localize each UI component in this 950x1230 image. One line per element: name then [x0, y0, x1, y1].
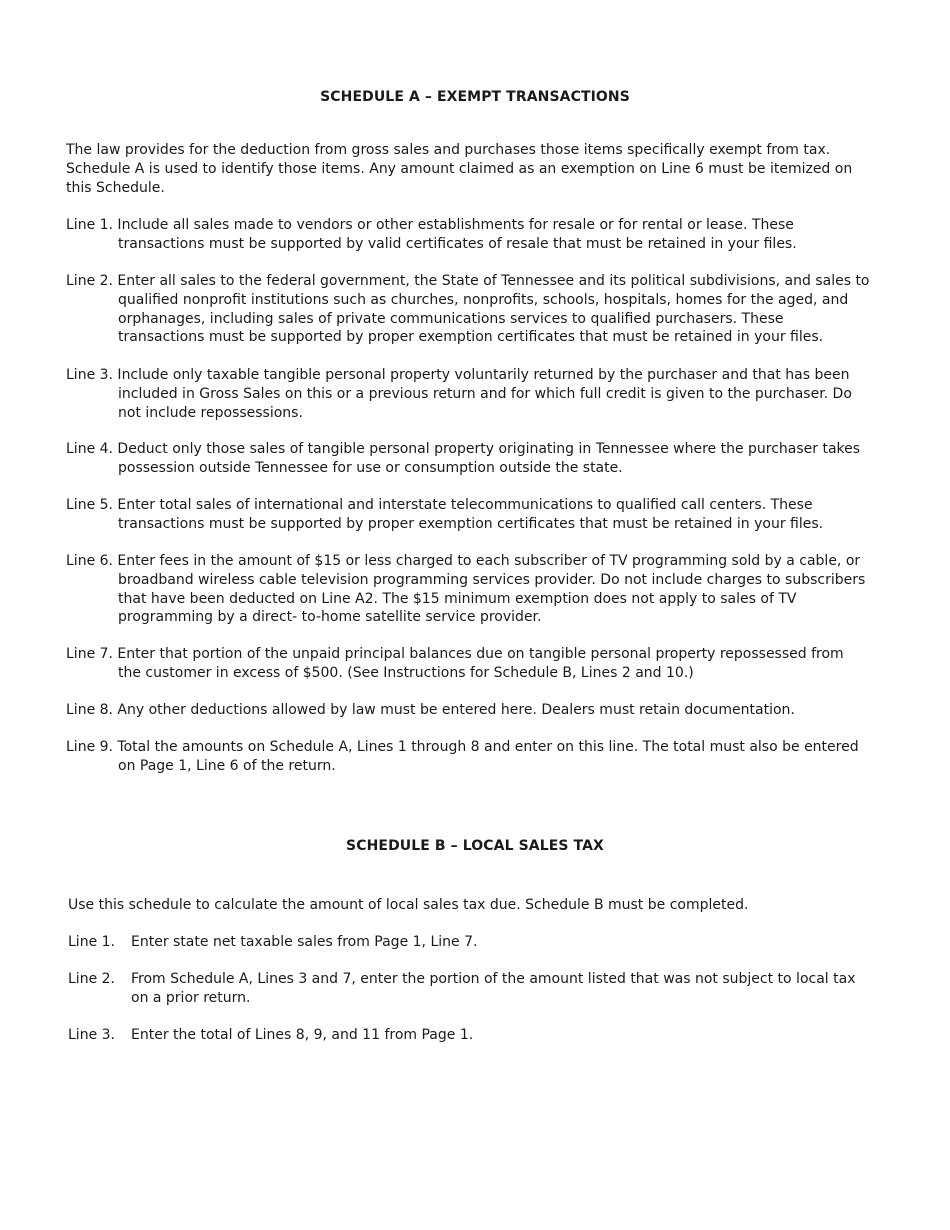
schedule-a-line-8: Line 8. Any other deductions allowed by law must be entered here. Dealers must retain documentation. [66, 702, 795, 718]
schedule-b-intro: Use this schedule to calculate the amount of local sales tax due. Schedule B must be completed. [68, 897, 749, 913]
schedule-b-line-1 [68, 933, 858, 952]
schedule-b-line-2 [68, 970, 858, 1008]
schedule-b-line-text: Enter state net taxable sales from Page 1, Line 7. [131, 934, 478, 950]
schedule-b-line-label: Line 1. [68, 934, 115, 950]
schedule-b-title: SCHEDULE B – LOCAL SALES TAX [346, 838, 604, 854]
schedule-a-line-6: Line 6. Enter fees in the amount of $15 or less charged to each subscriber of TV programming sold by a cable, or broadband wireless cable television programming services provider. Do not include charges to subscribers that have been deducted on Line A2. The $15 minimum exemption does not apply to sales of TV programming by a direct- to-home satellite service provider. [66, 553, 866, 626]
schedule-a-line-2: Line 2. Enter all sales to the federal government, the State of Tennessee and its political subdivisions, and sales to qualified nonprofit institutions such as churches, nonprofits, schools, hospitals, homes for the aged, and orphanages, including sales of private communications services to qualified purchasers. These transactions must be supported by proper exemption certificates that must be retained in your files. [66, 273, 870, 346]
schedule-b-line-label: Line 3. [68, 1027, 115, 1043]
schedule-b-line-text: Enter the total of Lines 8, 9, and 11 from Page 1. [131, 1027, 474, 1043]
schedule-a-line-4: Line 4. Deduct only those sales of tangible personal property originating in Tennessee where the purchaser takes possession outside Tennessee for use or consumption outside the state. [66, 441, 861, 476]
schedule-a-line-5: Line 5. Enter total sales of international and interstate telecommunications to qualified call centers. These transactions must be supported by proper exemption certificates that must be retained in your files. [66, 497, 824, 532]
schedule-a-line-7: Line 7. Enter that portion of the unpaid principal balances due on tangible personal property repossessed from the customer in excess of $500. (See Instructions for Schedule B, Lines 2 and 10.) [66, 646, 844, 681]
schedule-b-line-label: Line 2. [68, 971, 115, 987]
schedule-a-line-9: Line 9. Total the amounts on Schedule A, Lines 1 through 8 and enter on this line. The total must also be entered on Page 1, Line 6 of the return. [66, 739, 859, 774]
schedule-a-intro: The law provides for the deduction from gross sales and purchases those items specifically exempt from tax. Schedule A is used to identify those items. Any amount claimed as an exemption on Line 6 must be itemized on this Schedule. [66, 142, 853, 196]
schedule-b-line-3 [68, 1026, 858, 1045]
schedule-a-line-1: Line 1. Include all sales made to vendors or other establishments for resale or for rental or lease. These transactions must be supported by valid certificates of resale that must be retained in your files. [66, 217, 797, 252]
schedule-a-title: SCHEDULE A – EXEMPT TRANSACTIONS [320, 89, 630, 105]
schedule-b-line-text: From Schedule A, Lines 3 and 7, enter the portion of the amount listed that was not subject to local tax on a prior return. [131, 971, 856, 1006]
schedule-a-line-3: Line 3. Include only taxable tangible personal property voluntarily returned by the purchaser and that has been included in Gross Sales on this or a previous return and for which full credit is given to the purchaser. Do not include repossessions. [66, 367, 852, 421]
